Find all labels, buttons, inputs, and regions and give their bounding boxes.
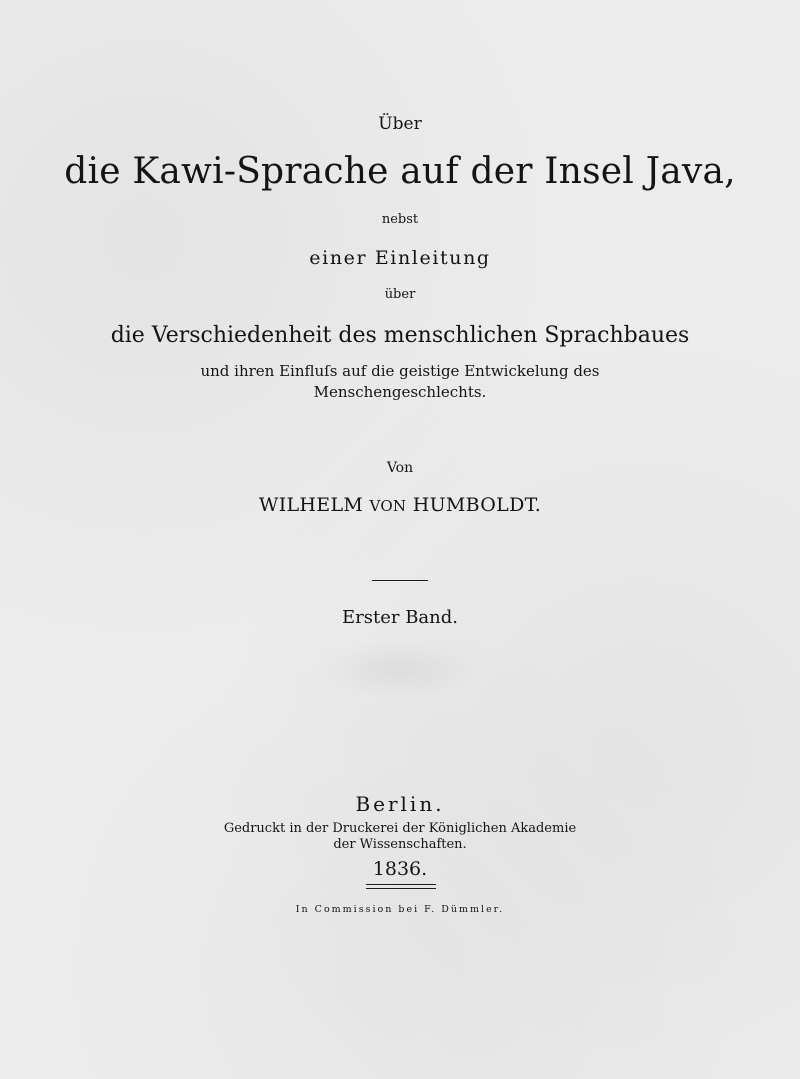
divider-rule (372, 580, 428, 581)
main-title: die Kawi-Sprache auf der Insel Java, (64, 151, 736, 192)
volume-label: Erster Band. (342, 607, 458, 628)
double-rule-bottom (366, 888, 436, 889)
author-last-name: HUMBOLDT. (412, 494, 542, 516)
subtitle-einfluss: und ihren Einfluſs auf die geistige Entwickelung des (200, 362, 600, 380)
uber-line: über (384, 287, 416, 302)
subtitle-menschengeschlechts: Menschengeschlechts. (313, 383, 487, 401)
double-rule-top (366, 884, 436, 885)
imprint-printer-line-2: der Wissenschaften. (333, 837, 467, 852)
author-name (0, 496, 800, 515)
paper-stain (320, 640, 480, 700)
imprint-printer-line-1: Gedruckt in der Druckerei der Königlichen Akademie (223, 821, 577, 836)
imprint-city: Berlin. (355, 792, 445, 816)
imprint-year: 1836. (372, 858, 428, 880)
author-particle: VON (369, 497, 407, 515)
author-first-name: WILHELM (258, 494, 364, 516)
einleitung-line: einer Einleitung (309, 247, 491, 269)
uber-heading: Über (378, 114, 422, 134)
commission-line: In Commission bei F. Dümmler. (295, 904, 505, 915)
von-line: Von (386, 460, 414, 476)
nebst-line: nebst (381, 212, 419, 227)
subtitle-verschiedenheit: die Verschiedenheit des menschlichen Sprachbaues (110, 323, 690, 348)
